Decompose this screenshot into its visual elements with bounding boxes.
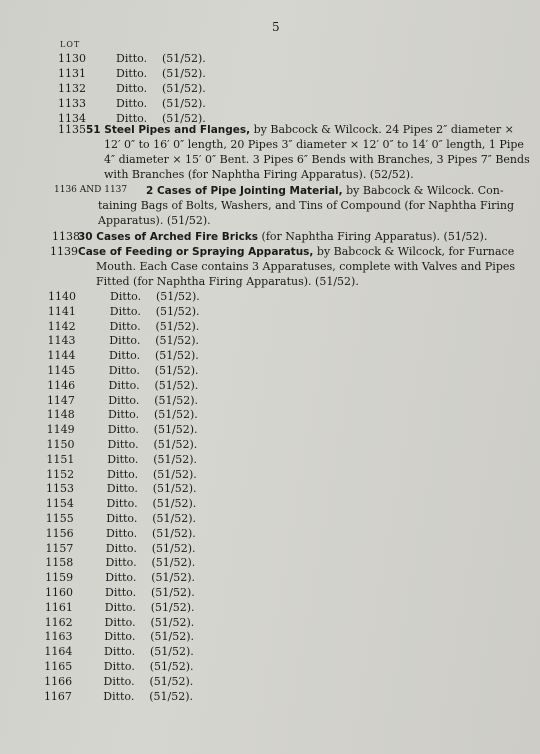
lot-number: 1136 AND 1137	[54, 185, 128, 195]
ditto-text: Ditto.	[108, 408, 140, 422]
ditto-text: Ditto.	[103, 674, 135, 688]
ditto-text: Ditto.	[108, 378, 140, 392]
ditto-text: Ditto.	[107, 467, 139, 481]
lot-number: 1150	[46, 438, 75, 451]
lot-number: 1167	[43, 689, 72, 703]
lot-number: 1149	[46, 423, 75, 437]
ditto-text: Ditto.	[109, 304, 141, 318]
lot-description: by Babcock & Wilcock, for Furnace	[313, 245, 515, 258]
ditto-text: Ditto.	[104, 645, 136, 659]
lot-price: (51/52).	[152, 512, 197, 525]
lot-price: (51/52).	[154, 393, 199, 407]
lot-price: (51/52).	[154, 364, 199, 377]
lot-number: 1163	[44, 630, 73, 644]
ditto-text: Ditto.	[106, 526, 138, 540]
lot-price: (51/52).	[152, 482, 197, 496]
ditto-text: Ditto.	[107, 452, 139, 466]
lot-column-header: LOT	[60, 40, 81, 49]
lot-number: 1166	[44, 674, 73, 688]
lot-entry-1139	[50, 244, 520, 290]
lot-price: (51/52).	[151, 586, 195, 599]
page-number: 5	[272, 20, 281, 34]
ditto-text: Ditto.	[108, 393, 140, 407]
lot-number: 1140	[48, 290, 76, 303]
lot-number: 1156	[45, 526, 74, 540]
lot-number: 1133	[58, 97, 86, 110]
ditto-text: Ditto.	[109, 349, 141, 363]
lot-description-line: taining Bags of Bolts, Washers, and Tins of Compound (for Naphtha Firing	[98, 199, 515, 212]
lot-price: (51/52).	[156, 290, 200, 303]
lot-price: (51/52).	[152, 526, 196, 540]
lot-number: 1157	[45, 541, 74, 555]
lot-description-line: 4″ diameter × 15′ 0″ Bent. 3 Pipes 6″ Bends with Branches, 3 Pipes 7″ Bends	[104, 153, 530, 166]
lot-description-line: with Branches (for Naphtha Firing Apparatus). (52/52).	[104, 168, 414, 181]
ditto-text: Ditto.	[103, 689, 135, 703]
ditto-text: Ditto.	[104, 630, 136, 644]
lot-price: (51/52).	[153, 467, 197, 481]
lot-price: (51/52).	[151, 541, 196, 555]
lot-number: 1143	[47, 334, 76, 348]
ditto-text: Ditto.	[116, 82, 148, 95]
ditto-text: Ditto.	[106, 512, 138, 525]
lot-number: 1145	[47, 364, 76, 377]
lot-price: (51/52).	[149, 660, 194, 673]
lot-number: 1144	[47, 349, 76, 363]
ditto-text: Ditto.	[105, 541, 137, 555]
ditto-text: Ditto.	[105, 556, 137, 570]
lot-description: (for Naphtha Firing Apparatus). (51/52).	[258, 230, 488, 243]
ditto-text: Ditto.	[109, 334, 141, 348]
lot-price: (51/52).	[150, 645, 194, 659]
lot-number: 1159	[45, 571, 74, 585]
lot-title: 51 Steel Pipes and Flanges,	[86, 124, 251, 136]
lot-price: (51/52).	[155, 349, 199, 363]
lot-entry-1136-1137	[54, 183, 514, 229]
ditto-text: Ditto.	[104, 615, 136, 629]
ditto-text: Ditto.	[116, 112, 148, 125]
lot-description-line: 12′ 0″ to 16′ 0″ length, 20 Pipes 3″ diameter × 12′ 0″ to 14′ 0″ length, 1 Pipe	[104, 138, 524, 151]
lot-description-line: Mouth. Each Case contains 3 Apparatuses, complete with Valves and Pipes	[96, 260, 516, 273]
ditto-text: Ditto.	[109, 319, 141, 333]
ditto-text: Ditto.	[116, 52, 148, 65]
lot-price: (51/52).	[150, 600, 195, 614]
lot-entry-1138	[52, 229, 522, 245]
lot-price: (51/52).	[152, 497, 197, 511]
lot-number: 1165	[44, 660, 73, 673]
lot-number: 1158	[45, 556, 74, 570]
lot-number: 1141	[47, 304, 76, 318]
lot-price: (51/52).	[154, 378, 199, 392]
lot-number: 1160	[45, 586, 73, 599]
lot-price: (51/52).	[153, 438, 198, 451]
lot-number: 1139	[50, 245, 78, 258]
lot-number: 1148	[46, 408, 75, 422]
lot-number: 1138	[52, 230, 80, 243]
lot-number: 1134	[58, 112, 86, 125]
lot-price: (51/52).	[155, 304, 200, 318]
lot-price: (51/52).	[155, 334, 200, 348]
lot-description: by Babcock & Wilcock. Con-	[342, 184, 504, 197]
lot-number: 1155	[45, 512, 74, 525]
lot-price: (51/52).	[151, 571, 196, 585]
lot-number: 1152	[46, 467, 75, 481]
lot-title: 2 Cases of Pipe Jointing Material,	[146, 185, 343, 197]
ditto-text: Ditto.	[116, 67, 148, 80]
ditto-text: Ditto.	[105, 571, 137, 585]
lot-number: 1154	[45, 497, 74, 511]
lot-price: (51/52).	[162, 112, 206, 125]
lot-price: (51/52).	[162, 52, 206, 65]
lot-price: (51/52).	[149, 674, 194, 688]
lot-number: 1147	[46, 393, 75, 407]
lot-price: (51/52).	[150, 630, 195, 644]
ditto-text: Ditto.	[107, 438, 139, 451]
lot-price: (51/52).	[153, 452, 198, 466]
lot-price: (51/52).	[149, 689, 194, 703]
ditto-text: Ditto.	[107, 423, 139, 437]
lot-description-line: Apparatus). (51/52).	[98, 214, 211, 227]
ditto-text: Ditto.	[108, 364, 140, 377]
lot-number: 1146	[47, 378, 76, 392]
ditto-text: Ditto.	[106, 497, 138, 511]
lot-number: 1135	[58, 123, 86, 136]
lot-number: 1161	[44, 600, 73, 614]
lot-number: 1130	[58, 52, 86, 65]
lot-price: (51/52).	[151, 556, 196, 570]
lot-number: 1142	[47, 319, 76, 333]
lot-price: (51/52).	[162, 67, 206, 80]
lot-price: (51/52).	[162, 82, 206, 95]
lot-price: (51/52).	[154, 408, 198, 422]
ditto-text: Ditto.	[104, 600, 136, 614]
ditto-text: Ditto.	[110, 290, 142, 303]
lot-description-line: Fitted (for Naphtha Firing Apparatus). (51/52).	[96, 275, 359, 288]
lot-number: 1153	[46, 482, 75, 496]
ditto-text: Ditto.	[116, 97, 148, 110]
lot-title: 30 Cases of Arched Fire Bricks	[78, 231, 259, 243]
lot-title: Case of Feeding or Spraying Apparatus,	[78, 246, 314, 258]
lot-number: 1151	[46, 452, 75, 466]
lot-number: 1131	[58, 67, 86, 80]
lot-entry-1135	[58, 122, 530, 184]
ditto-text: Ditto.	[105, 586, 137, 599]
lot-price: (51/52).	[150, 615, 195, 629]
lot-description: by Babcock & Wilcock. 24 Pipes 2″ diameter ×	[250, 123, 514, 136]
ditto-text: Ditto.	[106, 482, 138, 496]
lot-price: (51/52).	[162, 97, 206, 110]
ditto-text: Ditto.	[103, 660, 135, 673]
lot-number: 1132	[58, 82, 86, 95]
lot-number: 1164	[44, 645, 73, 659]
lot-price: (51/52).	[153, 423, 198, 437]
lot-number: 1162	[44, 615, 73, 629]
lot-price: (51/52).	[155, 319, 200, 333]
